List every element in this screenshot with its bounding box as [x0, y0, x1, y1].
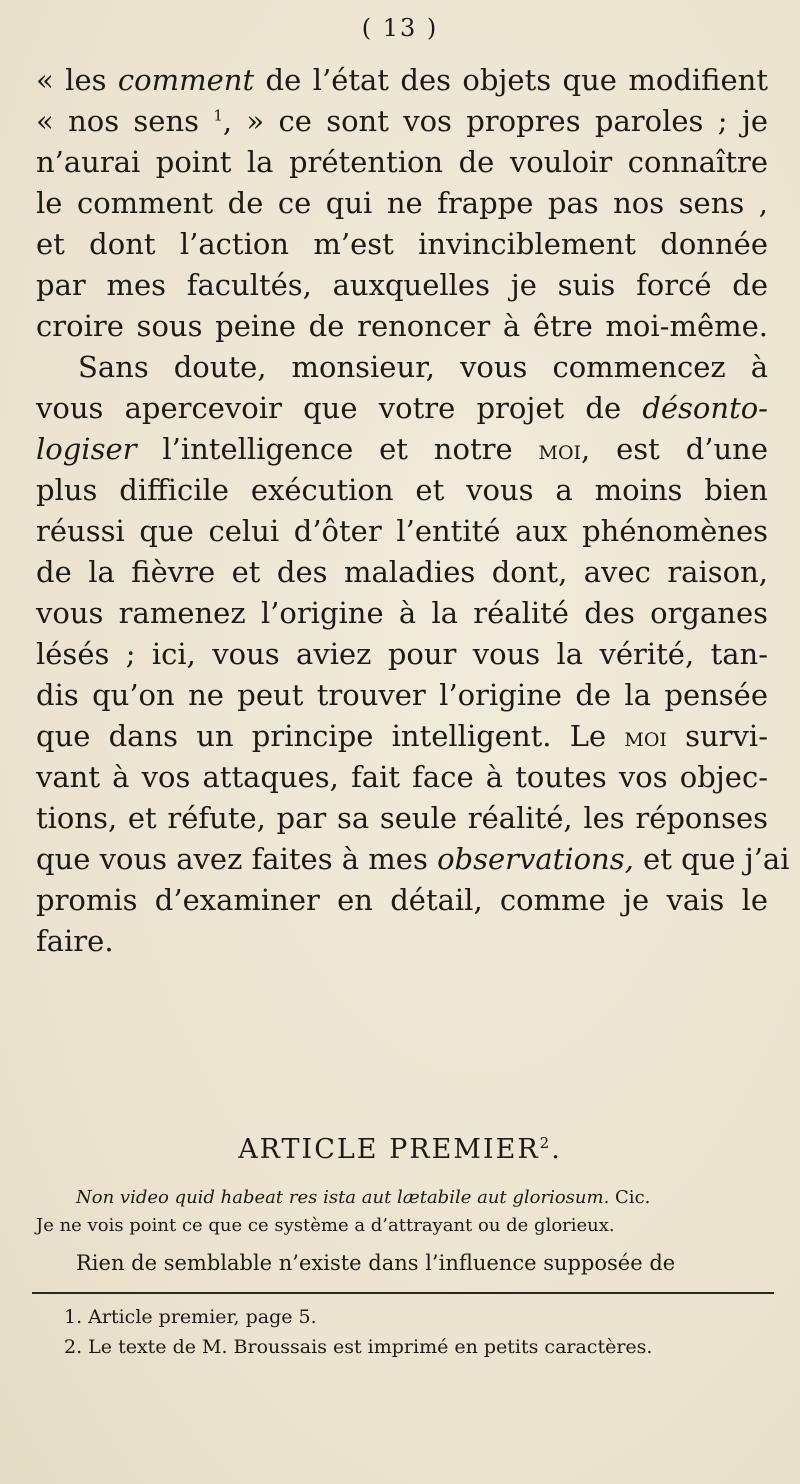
text-line: tions, et réfute, par sa seule réalité, les réponses [36, 801, 768, 835]
epigraph [36, 1184, 768, 1240]
text-line: plus difficile exécution et vous a moins bien [36, 473, 768, 507]
text-line: Rien de semblable n’existe dans l’influence supposée de [76, 1251, 676, 1275]
footnote-ref: 1 [213, 106, 223, 125]
footnote-ref: 2 [539, 1134, 552, 1152]
article-heading: ARTICLE PREMIER$^2$. [238, 1134, 562, 1165]
text-line: croire sous peine de renoncer à être moi-même. [36, 309, 768, 343]
footnotes [40, 1302, 772, 1362]
text-line: de la fièvre et des maladies dont, avec raison, [36, 555, 768, 589]
text-line: et dont l’action m’est invinciblement donnée [36, 227, 768, 261]
text-line: réussi que celui d’ôter l’entité aux phénomènes [36, 514, 768, 548]
text-line: que dans un principe intelligent. Le moi survi- [36, 719, 768, 753]
text-line: dis qu’on ne peut trouver l’origine de la pensée [36, 678, 768, 712]
text-line: logiser l’intelligence et notre moi, est d’une [36, 432, 769, 466]
text-line: « nos sens $^1$, » ce sont vos propres paroles ; je [36, 104, 768, 138]
footnote: 2. Le texte de M. Broussais est imprimé en petits caractères. [64, 1336, 653, 1358]
text-line: n’aurai point la prétention de vouloir connaître [36, 145, 768, 179]
footnote-divider [32, 1292, 774, 1294]
text-line: Sans doute, monsieur, vous commencez à [78, 350, 768, 384]
epigraph-latin: Non video quid habeat res ista aut lætabile aut gloriosum. Cic. [76, 1187, 651, 1208]
text-line: vous apercevoir que votre projet de désonto- [36, 391, 768, 425]
text-line: « les comment de l’état des objets que modifient [36, 63, 769, 97]
page-number: ( 13 ) [361, 14, 439, 42]
text-line: vant à vos attaques, fait face à toutes vos objec- [36, 760, 768, 794]
footnote: 1. Article premier, page 5. [64, 1306, 317, 1328]
text-line: faire. [36, 924, 114, 958]
text-line: que vous avez faites à mes observations, et que j’ai [36, 842, 790, 876]
quoted-paragraph [36, 1248, 768, 1278]
main-paragraph [36, 60, 790, 962]
text-line: promis d’examiner en détail, comme je vais le [36, 883, 768, 917]
text-line: le comment de ce qui ne frappe pas nos sens , [36, 186, 768, 220]
text-line: vous ramenez l’origine à la réalité des organes [36, 596, 768, 630]
epigraph-translation: Je ne vois point ce que ce système a d’attrayant ou de glorieux. [36, 1215, 615, 1236]
text-line: par mes facultés, auxquelles je suis forcé de [36, 268, 768, 302]
text-line: lésés ; ici, vous aviez pour vous la vérité, tan- [36, 637, 768, 671]
